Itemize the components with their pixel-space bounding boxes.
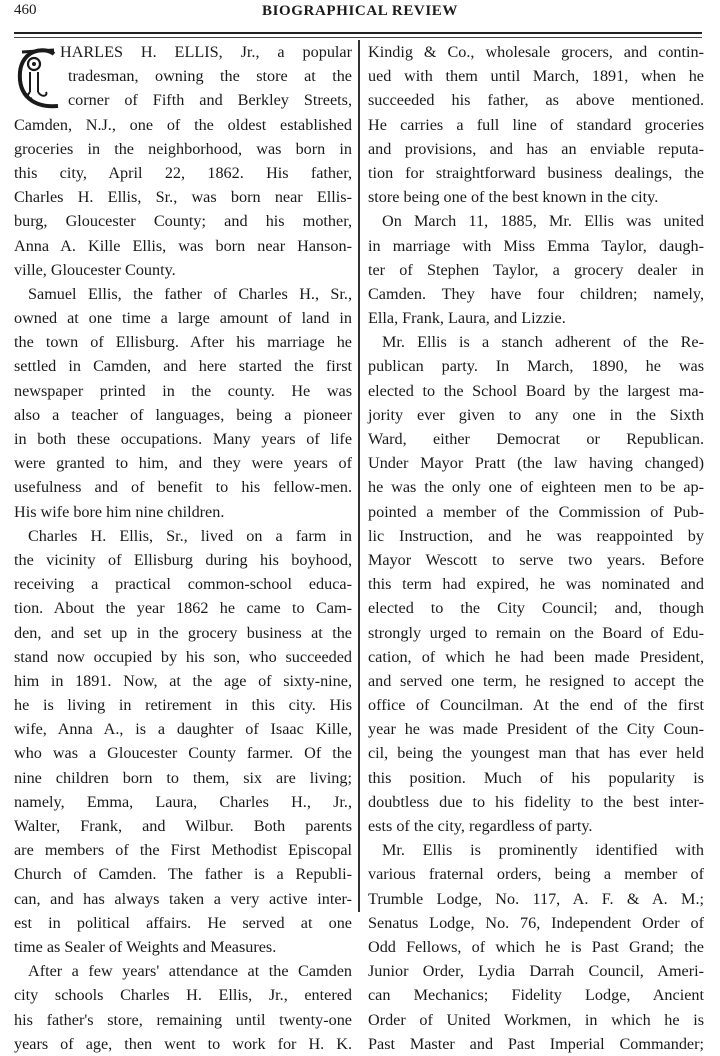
- text-line: Under Mayor Pratt (the law having changed): [368, 454, 704, 473]
- text-line: Odd Fellows, of which he is Past Grand; the: [368, 937, 704, 956]
- text-line: Trumble Lodge, No. 117, A. F. & A. M.;: [368, 889, 704, 908]
- text-line: Senatus Lodge, No. 76, Independent Order of: [368, 913, 704, 932]
- text-line: ued with them until March, 1891, when he: [368, 67, 704, 86]
- text-line: ville, Gloucester County.: [14, 260, 176, 279]
- column-divider: [358, 40, 360, 912]
- text-line: Walter, Frank, and Wilbur. Both parents: [14, 817, 352, 835]
- text-line: Samuel Ellis, the father of Charles H., Sr.,: [28, 284, 352, 303]
- text-line: corner of Fifth and Berkley Streets,: [68, 91, 352, 110]
- text-line: years of age, then went to work for H. K.: [14, 1034, 352, 1053]
- text-line: Kindig & Co., wholesale grocers, and contin-: [368, 43, 704, 61]
- text-line: Mr. Ellis is prominently identified with: [382, 841, 704, 860]
- text-line: this position. Much of his popularity is: [368, 768, 704, 787]
- left-column: [14, 40, 352, 1056]
- text-line: receiving a practical common-school educa-: [14, 575, 352, 594]
- text-line: lic Instruction, and he was reappointed by: [368, 526, 704, 545]
- running-title: BIOGRAPHICAL REVIEW: [261, 3, 458, 19]
- text-line: this term had expired, he was nominated and: [368, 575, 704, 594]
- page-number: 460: [14, 2, 37, 18]
- text-line: HARLES H. ELLIS, Jr., a popular: [60, 43, 352, 61]
- text-line: succeeded his father, as above mentioned.: [368, 91, 704, 110]
- text-line: various fraternal orders, being a member of: [368, 865, 704, 884]
- text-line: Junior Order, Lydia Darrah Council, Ameri-: [368, 962, 704, 981]
- text-line: ter of Stephen Taylor, a grocery dealer in: [368, 260, 704, 279]
- text-line: tradesman, owning the store at the: [68, 67, 352, 86]
- text-line: he is living in retirement in this city. His: [14, 696, 352, 715]
- text-line: est in political affairs. He served at one: [14, 913, 352, 932]
- text-line: office of Councilman. At the end of the first: [368, 696, 704, 715]
- text-line: Charles H. Ellis, Sr., was born near Ellis-: [14, 188, 352, 207]
- text-line: Mayor Wescott to serve two years. Before: [368, 550, 704, 569]
- text-line: elected to the School Board by the largest ma-: [368, 381, 704, 400]
- text-line: time as Sealer of Weights and Measures.: [14, 937, 277, 956]
- text-line: Ella, Frank, Laura, and Lizzie.: [368, 309, 566, 328]
- text-line: jority ever given to any one in the Sixth: [368, 405, 704, 424]
- page-header: [0, 0, 720, 34]
- text-line: Camden. They have four children; namely,: [368, 284, 704, 303]
- text-line: this city, April 22, 1862. His father,: [14, 163, 352, 182]
- text-line: On March 11, 1885, Mr. Ellis was united: [382, 212, 704, 231]
- text-line: city schools Charles H. Ellis, Jr., entered: [14, 986, 352, 1005]
- text-line: can, and has always taken a very active inter-: [14, 889, 352, 908]
- text-line: the town of Ellisburg. After his marriage he: [14, 333, 352, 352]
- text-line: him in 1891. Now, at the age of sixty-nine,: [14, 671, 352, 690]
- text-line: who was a Gloucester County farmer. Of the: [14, 744, 352, 763]
- text-line: his father's store, remaining until twenty-one: [14, 1010, 352, 1029]
- text-line: Charles H. Ellis, Sr., lived on a farm in: [28, 526, 352, 545]
- text-line: Ward, either Democrat or Republican.: [368, 430, 704, 448]
- text-line: tion for straightforward business dealings, the: [368, 163, 704, 182]
- text-line: Anna A. Kille Ellis, was born near Hanson-: [14, 236, 352, 255]
- text-line: he was the only one of eighteen men to be ap-: [368, 478, 704, 497]
- text-line: stand now occupied by his son, who succeeded: [14, 647, 352, 666]
- text-line: ests of the city, regardless of party.: [368, 817, 593, 835]
- text-line: in both these occupations. Many years of life: [14, 430, 352, 448]
- text-line: His wife bore him nine children.: [14, 502, 225, 521]
- text-line: Past Master and Past Imperial Commander;: [368, 1034, 704, 1053]
- text-line: He carries a full line of standard groceries: [368, 115, 704, 134]
- text-line: After a few years' attendance at the Camden: [28, 962, 352, 981]
- text-line: tion. About the year 1862 he came to Cam-: [14, 599, 352, 618]
- text-line: cation, of which he had been made President,: [368, 647, 704, 666]
- text-line: strongly urged to remain on the Board of Edu-: [368, 623, 704, 642]
- right-column: [368, 40, 704, 1056]
- text-line: elected to the City Council; and, though: [368, 599, 704, 618]
- text-line: newspaper printed in the county. He was: [14, 381, 352, 400]
- text-line: were granted to him, and they were years of: [14, 454, 352, 473]
- text-line: owned at one time a large amount of land in: [14, 309, 352, 328]
- text-line: Order of United Workmen, in which he is: [368, 1010, 704, 1029]
- text-line: and served one term, he resigned to accept the: [368, 671, 704, 690]
- text-line: Church of Camden. The father is a Republi-: [14, 865, 352, 884]
- text-line: settled in Camden, and here started the first: [14, 357, 352, 376]
- header-rule-thick: [14, 32, 702, 34]
- text-line: Mr. Ellis is a stanch adherent of the Re-: [382, 333, 704, 352]
- text-line: in marriage with Miss Emma Taylor, daugh-: [368, 236, 704, 255]
- text-line: pointed a member of the Commission of Pub-: [368, 502, 704, 521]
- text-line: den, and set up in the grocery business at the: [14, 623, 352, 642]
- text-line: doubtless due to his fidelity to the best inter-: [368, 792, 704, 811]
- text-line: cil, being the youngest man that has ever held: [368, 744, 704, 763]
- text-line: usefulness and of benefit to his fellow-men.: [14, 478, 352, 497]
- text-line: and provisions, and has an enviable reputa-: [368, 139, 704, 158]
- text-line: namely, Emma, Laura, Charles H., Jr.,: [14, 792, 352, 811]
- text-line: are members of the First Methodist Episcopal: [14, 841, 352, 860]
- header-rule-thin: [14, 37, 702, 38]
- text-line: wife, Anna A., is a daughter of Isaac Kille,: [14, 720, 352, 739]
- text-line: store being one of the best known in the city.: [368, 188, 659, 207]
- text-line: the vicinity of Ellisburg during his boyhood,: [14, 550, 352, 569]
- text-line: year he was made President of the City Coun-: [368, 720, 704, 739]
- text-line: groceries in the neighborhood, was born in: [14, 139, 352, 158]
- text-line: also a teacher of languages, being a pioneer: [14, 405, 352, 424]
- text-line: burg, Gloucester County; and his mother,: [14, 212, 352, 231]
- text-line: can Mechanics; Fidelity Lodge, Ancient: [368, 986, 704, 1005]
- text-line: nine children born to them, six are living;: [14, 768, 352, 787]
- text-line: Camden, N.J., one of the oldest established: [14, 115, 352, 134]
- text-line: publican party. In March, 1890, he was: [368, 357, 704, 376]
